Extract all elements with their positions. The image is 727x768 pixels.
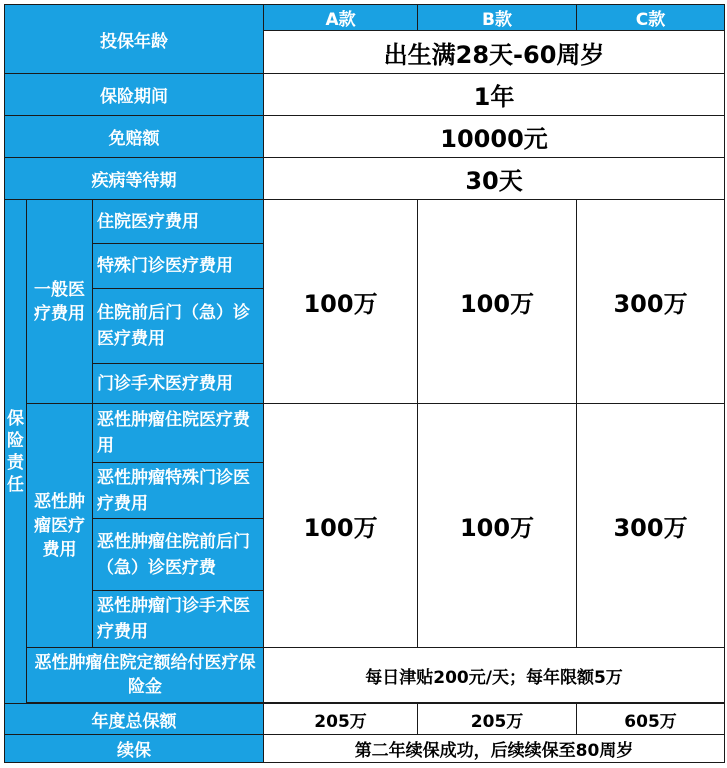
renewal-label: 续保 <box>5 735 264 763</box>
renewal-value: 第二年续保成功，后续续保至80周岁 <box>264 735 725 763</box>
cancer-item: 恶性肿瘤门诊手术医疗费用 <box>93 591 264 648</box>
general-value-a: 100万 <box>264 200 418 404</box>
general-item: 住院前后门（急）诊医疗费用 <box>93 289 264 364</box>
general-medical-label: 一般医疗费用 <box>27 200 93 404</box>
plan-b-header: B款 <box>418 5 577 31</box>
general-value-b: 100万 <box>418 200 577 404</box>
age-value: 出生满28天-60周岁 <box>264 31 725 74</box>
annual-total-a: 205万 <box>264 704 418 735</box>
cancer-item: 恶性肿瘤特殊门诊医疗费用 <box>93 463 264 519</box>
cancer-item: 恶性肿瘤住院前后门（急）诊医疗费 <box>93 519 264 591</box>
period-value: 1年 <box>264 74 725 116</box>
deductible-label: 免赔额 <box>5 116 264 158</box>
plan-a-header: A款 <box>264 5 418 31</box>
insurance-comparison-table <box>4 4 725 763</box>
general-item: 特殊门诊医疗费用 <box>93 244 264 289</box>
cancer-medical-label: 恶性肿瘤医疗费用 <box>27 404 93 648</box>
general-item: 住院医疗费用 <box>93 200 264 244</box>
general-item: 门诊手术医疗费用 <box>93 364 264 404</box>
annual-total-c: 605万 <box>577 704 725 735</box>
cancer-value-c: 300万 <box>577 404 725 648</box>
allowance-label: 恶性肿瘤住院定额给付医疗保险金 <box>27 648 264 703</box>
period-label: 保险期间 <box>5 74 264 116</box>
age-label: 投保年龄 <box>5 5 264 74</box>
coverage-label: 保险责任 <box>5 200 27 704</box>
annual-total-b: 205万 <box>418 704 577 735</box>
general-value-c: 300万 <box>577 200 725 404</box>
cancer-value-a: 100万 <box>264 404 418 648</box>
annual-total-label: 年度总保额 <box>5 704 264 735</box>
allowance-value: 每日津贴200元/天；每年限额5万 <box>264 648 725 703</box>
plan-c-header: C款 <box>577 5 725 31</box>
deductible-value: 10000元 <box>264 116 725 158</box>
waiting-label: 疾病等待期 <box>5 158 264 200</box>
cancer-item: 恶性肿瘤住院医疗费用 <box>93 404 264 463</box>
waiting-value: 30天 <box>264 158 725 200</box>
cancer-value-b: 100万 <box>418 404 577 648</box>
